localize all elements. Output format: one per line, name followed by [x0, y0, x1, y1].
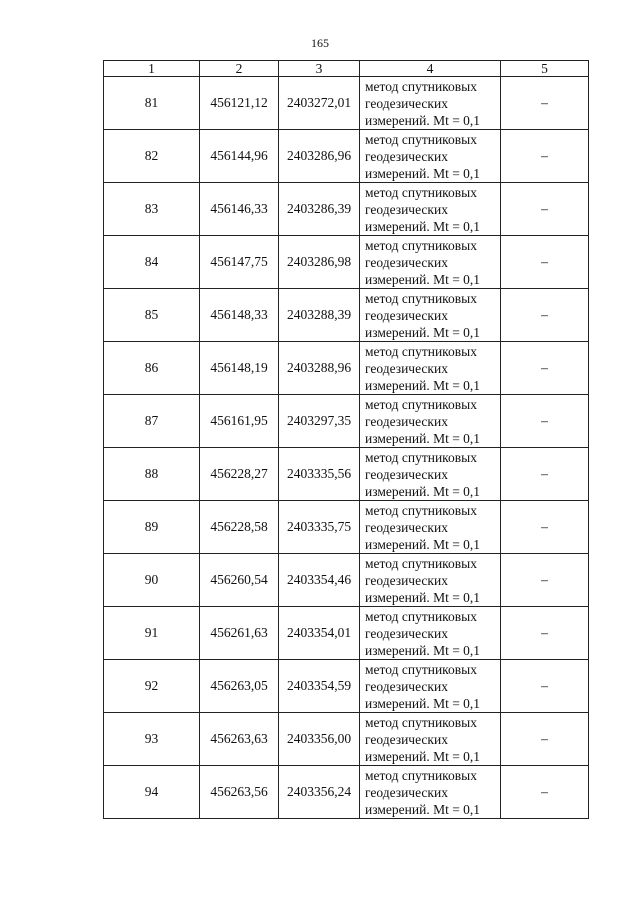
y-coordinate-cell: 2403297,35 [279, 395, 360, 448]
point-number-cell: 94 [104, 766, 200, 819]
table-body [104, 77, 589, 819]
method-line: геодезических [365, 360, 448, 376]
method-line: геодезических [365, 625, 448, 641]
x-coordinate-cell: 456263,05 [200, 660, 279, 713]
method-cell [360, 130, 501, 183]
note-cell: – [501, 236, 589, 289]
x-coordinate-cell: 456260,54 [200, 554, 279, 607]
table-row [104, 342, 589, 395]
method-line: метод спутниковых [365, 78, 477, 94]
table-row [104, 130, 589, 183]
column-header-4: 4 [360, 61, 501, 77]
method-line: измерений. Mt = 0,1 [365, 589, 481, 605]
point-number-cell: 87 [104, 395, 200, 448]
method-line: метод спутниковых [365, 237, 477, 253]
y-coordinate-cell: 2403286,96 [279, 130, 360, 183]
method-line: метод спутниковых [365, 767, 477, 783]
point-number-cell: 91 [104, 607, 200, 660]
table-row [104, 77, 589, 130]
column-header-3: 3 [279, 61, 360, 77]
method-line: измерений. Mt = 0,1 [365, 483, 481, 499]
x-coordinate-cell: 456228,58 [200, 501, 279, 554]
note-cell: – [501, 660, 589, 713]
method-line: геодезических [365, 95, 448, 111]
page-number: 165 [311, 36, 329, 50]
point-number-cell: 86 [104, 342, 200, 395]
coordinates-table [103, 60, 589, 819]
table-row [104, 183, 589, 236]
table-row [104, 236, 589, 289]
method-line: геодезических [365, 572, 448, 588]
method-line: метод спутниковых [365, 608, 477, 624]
method-line: геодезических [365, 201, 448, 217]
method-line: метод спутниковых [365, 131, 477, 147]
note-cell: – [501, 501, 589, 554]
method-line: измерений. Mt = 0,1 [365, 695, 481, 711]
y-coordinate-cell: 2403335,56 [279, 448, 360, 501]
method-line: геодезических [365, 784, 448, 800]
y-coordinate-cell: 2403356,00 [279, 713, 360, 766]
method-cell [360, 236, 501, 289]
table-row [104, 501, 589, 554]
point-number-cell: 85 [104, 289, 200, 342]
x-coordinate-cell: 456121,12 [200, 77, 279, 130]
y-coordinate-cell: 2403272,01 [279, 77, 360, 130]
note-cell: – [501, 395, 589, 448]
x-coordinate-cell: 456263,63 [200, 713, 279, 766]
method-line: измерений. Mt = 0,1 [365, 430, 481, 446]
y-coordinate-cell: 2403335,75 [279, 501, 360, 554]
method-line: геодезических [365, 307, 448, 323]
table-row [104, 766, 589, 819]
table-row [104, 713, 589, 766]
method-line: метод спутниковых [365, 555, 477, 571]
method-cell [360, 77, 501, 130]
y-coordinate-cell: 2403354,59 [279, 660, 360, 713]
x-coordinate-cell: 456144,96 [200, 130, 279, 183]
point-number-cell: 90 [104, 554, 200, 607]
method-line: измерений. Mt = 0,1 [365, 801, 481, 817]
note-cell: – [501, 77, 589, 130]
table-header-row [104, 61, 589, 77]
y-coordinate-cell: 2403286,39 [279, 183, 360, 236]
column-header-1: 1 [104, 61, 200, 77]
method-line: метод спутниковых [365, 449, 477, 465]
method-line: геодезических [365, 519, 448, 535]
note-cell: – [501, 130, 589, 183]
x-coordinate-cell: 456148,19 [200, 342, 279, 395]
method-line: измерений. Mt = 0,1 [365, 748, 481, 764]
method-line: измерений. Mt = 0,1 [365, 377, 481, 393]
point-number-cell: 93 [104, 713, 200, 766]
method-line: измерений. Mt = 0,1 [365, 218, 481, 234]
point-number-cell: 81 [104, 77, 200, 130]
method-cell [360, 448, 501, 501]
method-line: метод спутниковых [365, 184, 477, 200]
method-line: измерений. Mt = 0,1 [365, 165, 481, 181]
method-line: метод спутниковых [365, 343, 477, 359]
table-row [104, 607, 589, 660]
column-header-5: 5 [501, 61, 589, 77]
x-coordinate-cell: 456146,33 [200, 183, 279, 236]
note-cell: – [501, 289, 589, 342]
note-cell: – [501, 342, 589, 395]
table-row [104, 289, 589, 342]
method-line: геодезических [365, 731, 448, 747]
point-number-cell: 84 [104, 236, 200, 289]
method-cell [360, 183, 501, 236]
method-cell [360, 289, 501, 342]
point-number-cell: 88 [104, 448, 200, 501]
method-cell [360, 395, 501, 448]
method-line: измерений. Mt = 0,1 [365, 536, 481, 552]
note-cell: – [501, 766, 589, 819]
table-row [104, 448, 589, 501]
note-cell: – [501, 554, 589, 607]
method-cell [360, 660, 501, 713]
method-line: измерений. Mt = 0,1 [365, 642, 481, 658]
table-row [104, 395, 589, 448]
method-line: измерений. Mt = 0,1 [365, 324, 481, 340]
note-cell: – [501, 607, 589, 660]
x-coordinate-cell: 456263,56 [200, 766, 279, 819]
point-number-cell: 82 [104, 130, 200, 183]
y-coordinate-cell: 2403356,24 [279, 766, 360, 819]
method-cell [360, 766, 501, 819]
method-line: метод спутниковых [365, 661, 477, 677]
method-line: измерений. Mt = 0,1 [365, 271, 481, 287]
table-row [104, 554, 589, 607]
y-coordinate-cell: 2403288,39 [279, 289, 360, 342]
point-number-cell: 83 [104, 183, 200, 236]
method-cell [360, 501, 501, 554]
method-cell [360, 342, 501, 395]
x-coordinate-cell: 456147,75 [200, 236, 279, 289]
method-cell [360, 607, 501, 660]
point-number-cell: 89 [104, 501, 200, 554]
note-cell: – [501, 448, 589, 501]
method-cell [360, 713, 501, 766]
method-line: геодезических [365, 148, 448, 164]
table-row [104, 660, 589, 713]
y-coordinate-cell: 2403286,98 [279, 236, 360, 289]
method-line: геодезических [365, 254, 448, 270]
method-line: геодезических [365, 678, 448, 694]
x-coordinate-cell: 456161,95 [200, 395, 279, 448]
method-line: метод спутниковых [365, 502, 477, 518]
method-line: измерений. Mt = 0,1 [365, 112, 481, 128]
method-line: метод спутниковых [365, 290, 477, 306]
method-line: геодезических [365, 413, 448, 429]
point-number-cell: 92 [104, 660, 200, 713]
y-coordinate-cell: 2403354,46 [279, 554, 360, 607]
y-coordinate-cell: 2403354,01 [279, 607, 360, 660]
method-cell [360, 554, 501, 607]
x-coordinate-cell: 456228,27 [200, 448, 279, 501]
y-coordinate-cell: 2403288,96 [279, 342, 360, 395]
note-cell: – [501, 183, 589, 236]
note-cell: – [501, 713, 589, 766]
x-coordinate-cell: 456261,63 [200, 607, 279, 660]
method-line: геодезических [365, 466, 448, 482]
column-header-2: 2 [200, 61, 279, 77]
method-line: метод спутниковых [365, 396, 477, 412]
x-coordinate-cell: 456148,33 [200, 289, 279, 342]
method-line: метод спутниковых [365, 714, 477, 730]
